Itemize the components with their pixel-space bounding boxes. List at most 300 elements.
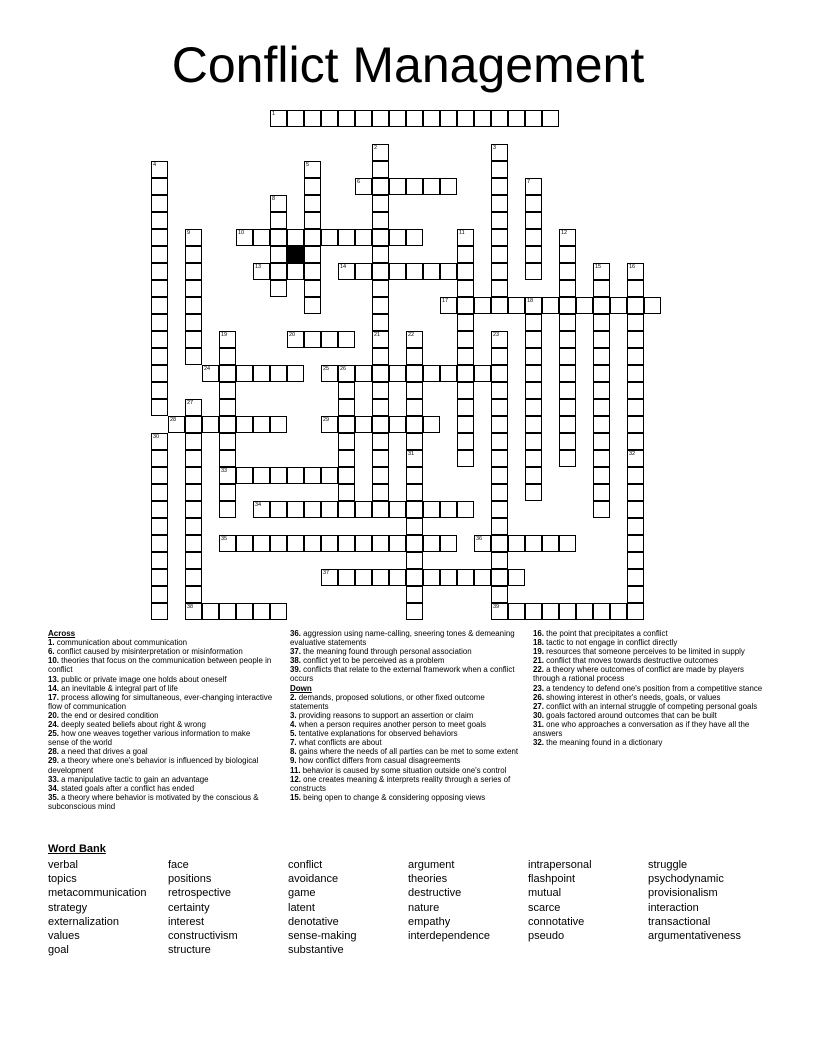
grid-cell[interactable] — [525, 331, 542, 348]
grid-cell[interactable] — [338, 484, 355, 501]
grid-cell[interactable] — [525, 382, 542, 399]
grid-cell[interactable] — [423, 569, 440, 586]
grid-cell[interactable] — [474, 535, 491, 552]
grid-cell[interactable] — [185, 348, 202, 365]
grid-cell[interactable] — [440, 365, 457, 382]
grid-cell[interactable] — [491, 348, 508, 365]
grid-cell[interactable] — [338, 569, 355, 586]
grid-cell[interactable] — [236, 535, 253, 552]
grid-cell[interactable] — [202, 416, 219, 433]
grid-cell[interactable] — [151, 399, 168, 416]
grid-cell[interactable] — [559, 433, 576, 450]
grid-cell[interactable] — [423, 535, 440, 552]
grid-cell[interactable] — [593, 467, 610, 484]
grid-cell[interactable] — [287, 110, 304, 127]
grid-cell[interactable] — [491, 280, 508, 297]
grid-cell[interactable] — [406, 348, 423, 365]
grid-cell[interactable] — [321, 229, 338, 246]
grid-cell[interactable] — [542, 603, 559, 620]
grid-cell[interactable] — [372, 161, 389, 178]
grid-cell[interactable] — [593, 450, 610, 467]
grid-cell[interactable] — [372, 365, 389, 382]
grid-cell[interactable] — [457, 331, 474, 348]
grid-cell[interactable] — [525, 433, 542, 450]
grid-cell[interactable] — [151, 161, 168, 178]
grid-cell[interactable] — [491, 501, 508, 518]
grid-cell[interactable] — [372, 178, 389, 195]
grid-cell[interactable] — [593, 484, 610, 501]
grid-cell[interactable] — [270, 110, 287, 127]
grid-cell[interactable] — [372, 314, 389, 331]
grid-cell[interactable] — [627, 280, 644, 297]
grid-cell[interactable] — [304, 467, 321, 484]
grid-cell[interactable] — [372, 297, 389, 314]
grid-cell[interactable] — [168, 416, 185, 433]
grid-cell[interactable] — [304, 161, 321, 178]
grid-cell[interactable] — [610, 603, 627, 620]
grid-cell[interactable] — [406, 399, 423, 416]
grid-cell[interactable] — [372, 382, 389, 399]
grid-cell[interactable] — [151, 348, 168, 365]
grid-cell[interactable] — [491, 331, 508, 348]
grid-cell[interactable] — [321, 416, 338, 433]
grid-cell[interactable] — [185, 501, 202, 518]
grid-cell[interactable] — [185, 331, 202, 348]
grid-cell[interactable] — [457, 433, 474, 450]
grid-cell[interactable] — [287, 501, 304, 518]
grid-cell[interactable] — [559, 331, 576, 348]
grid-cell[interactable] — [389, 365, 406, 382]
grid-cell[interactable] — [372, 212, 389, 229]
grid-cell[interactable] — [457, 382, 474, 399]
grid-cell[interactable] — [406, 450, 423, 467]
grid-cell[interactable] — [389, 229, 406, 246]
grid-cell[interactable] — [355, 501, 372, 518]
grid-cell[interactable] — [406, 178, 423, 195]
grid-cell[interactable] — [151, 280, 168, 297]
grid-cell[interactable] — [389, 569, 406, 586]
grid-cell[interactable] — [321, 110, 338, 127]
grid-cell[interactable] — [593, 433, 610, 450]
grid-cell[interactable] — [440, 263, 457, 280]
grid-cell[interactable] — [185, 263, 202, 280]
grid-cell[interactable] — [491, 195, 508, 212]
grid-cell[interactable] — [593, 331, 610, 348]
grid-cell[interactable] — [627, 297, 644, 314]
grid-cell[interactable] — [270, 246, 287, 263]
grid-cell[interactable] — [525, 399, 542, 416]
grid-cell[interactable] — [491, 586, 508, 603]
grid-cell[interactable] — [406, 331, 423, 348]
grid-cell[interactable] — [474, 569, 491, 586]
grid-cell[interactable] — [525, 246, 542, 263]
grid-cell[interactable] — [219, 365, 236, 382]
grid-cell[interactable] — [423, 110, 440, 127]
grid-cell[interactable] — [457, 501, 474, 518]
grid-cell[interactable] — [372, 229, 389, 246]
grid-cell[interactable] — [151, 552, 168, 569]
grid-cell[interactable] — [525, 297, 542, 314]
grid-cell[interactable] — [559, 314, 576, 331]
grid-cell[interactable] — [236, 365, 253, 382]
grid-cell[interactable] — [185, 467, 202, 484]
grid-cell[interactable] — [355, 365, 372, 382]
grid-cell[interactable] — [491, 110, 508, 127]
grid-cell[interactable] — [474, 365, 491, 382]
grid-cell[interactable] — [372, 450, 389, 467]
grid-cell[interactable] — [457, 450, 474, 467]
grid-cell[interactable] — [151, 586, 168, 603]
grid-cell[interactable] — [270, 229, 287, 246]
grid-cell[interactable] — [270, 365, 287, 382]
grid-cell[interactable] — [627, 467, 644, 484]
grid-cell[interactable] — [406, 569, 423, 586]
grid-cell[interactable] — [372, 535, 389, 552]
grid-cell[interactable] — [627, 433, 644, 450]
grid-cell[interactable] — [185, 229, 202, 246]
grid-cell[interactable] — [440, 110, 457, 127]
grid-cell[interactable] — [355, 535, 372, 552]
grid-cell[interactable] — [406, 110, 423, 127]
grid-cell[interactable] — [253, 365, 270, 382]
grid-cell[interactable] — [559, 348, 576, 365]
grid-cell[interactable] — [219, 382, 236, 399]
grid-cell[interactable] — [389, 501, 406, 518]
grid-cell[interactable] — [406, 535, 423, 552]
grid-cell[interactable] — [270, 416, 287, 433]
grid-cell[interactable] — [627, 450, 644, 467]
grid-cell[interactable] — [372, 280, 389, 297]
grid-cell[interactable] — [491, 535, 508, 552]
grid-cell[interactable] — [185, 246, 202, 263]
grid-cell[interactable] — [185, 297, 202, 314]
grid-cell[interactable] — [185, 416, 202, 433]
grid-cell[interactable] — [270, 212, 287, 229]
grid-cell[interactable] — [236, 467, 253, 484]
grid-cell[interactable] — [355, 569, 372, 586]
grid-cell[interactable] — [491, 399, 508, 416]
grid-cell[interactable] — [627, 263, 644, 280]
grid-cell[interactable] — [321, 467, 338, 484]
grid-cell[interactable] — [151, 569, 168, 586]
grid-cell[interactable] — [372, 467, 389, 484]
grid-cell[interactable] — [270, 535, 287, 552]
grid-cell[interactable] — [355, 229, 372, 246]
grid-cell[interactable] — [185, 535, 202, 552]
grid-cell[interactable] — [457, 297, 474, 314]
grid-cell[interactable] — [491, 229, 508, 246]
grid-cell[interactable] — [321, 535, 338, 552]
grid-cell[interactable] — [525, 110, 542, 127]
grid-cell[interactable] — [219, 348, 236, 365]
grid-cell[interactable] — [219, 331, 236, 348]
grid-cell[interactable] — [627, 569, 644, 586]
grid-cell[interactable] — [593, 382, 610, 399]
grid-cell[interactable] — [151, 229, 168, 246]
grid-cell[interactable] — [491, 569, 508, 586]
grid-cell[interactable] — [287, 467, 304, 484]
grid-cell[interactable] — [457, 399, 474, 416]
grid-cell[interactable] — [151, 603, 168, 620]
grid-cell[interactable] — [304, 280, 321, 297]
grid-cell[interactable] — [372, 348, 389, 365]
grid-cell[interactable] — [423, 365, 440, 382]
grid-cell[interactable] — [406, 263, 423, 280]
grid-cell[interactable] — [151, 365, 168, 382]
grid-cell[interactable] — [508, 569, 525, 586]
grid-cell[interactable] — [627, 399, 644, 416]
grid-cell[interactable] — [185, 399, 202, 416]
grid-cell[interactable] — [491, 144, 508, 161]
grid-cell[interactable] — [627, 382, 644, 399]
grid-cell[interactable] — [287, 229, 304, 246]
grid-cell[interactable] — [270, 467, 287, 484]
grid-cell[interactable] — [406, 416, 423, 433]
grid-cell[interactable] — [525, 314, 542, 331]
grid-cell[interactable] — [151, 314, 168, 331]
grid-cell[interactable] — [627, 586, 644, 603]
grid-cell[interactable] — [406, 229, 423, 246]
grid-cell[interactable] — [525, 365, 542, 382]
grid-cell[interactable] — [593, 263, 610, 280]
grid-cell[interactable] — [406, 382, 423, 399]
grid-cell[interactable] — [525, 229, 542, 246]
grid-cell[interactable] — [372, 569, 389, 586]
grid-cell[interactable] — [253, 603, 270, 620]
grid-cell[interactable] — [389, 263, 406, 280]
grid-cell[interactable] — [287, 331, 304, 348]
grid-cell[interactable] — [423, 416, 440, 433]
grid-cell[interactable] — [457, 569, 474, 586]
grid-cell[interactable] — [151, 212, 168, 229]
grid-cell[interactable] — [491, 382, 508, 399]
grid-cell[interactable] — [304, 195, 321, 212]
grid-cell[interactable] — [559, 535, 576, 552]
grid-cell[interactable] — [338, 331, 355, 348]
grid-cell[interactable] — [593, 314, 610, 331]
grid-cell[interactable] — [542, 535, 559, 552]
grid-cell[interactable] — [525, 195, 542, 212]
grid-cell[interactable] — [338, 263, 355, 280]
grid-cell[interactable] — [304, 535, 321, 552]
grid-cell[interactable] — [593, 603, 610, 620]
grid-cell[interactable] — [406, 501, 423, 518]
grid-cell[interactable] — [576, 603, 593, 620]
grid-cell[interactable] — [219, 416, 236, 433]
grid-cell[interactable] — [270, 263, 287, 280]
grid-cell[interactable] — [185, 603, 202, 620]
grid-cell[interactable] — [457, 416, 474, 433]
grid-cell[interactable] — [321, 331, 338, 348]
grid-cell[interactable] — [491, 297, 508, 314]
grid-cell[interactable] — [355, 110, 372, 127]
grid-cell[interactable] — [253, 535, 270, 552]
grid-cell[interactable] — [321, 501, 338, 518]
grid-cell[interactable] — [644, 297, 661, 314]
grid-cell[interactable] — [491, 416, 508, 433]
grid-cell[interactable] — [219, 399, 236, 416]
grid-cell[interactable] — [304, 229, 321, 246]
grid-cell[interactable] — [406, 586, 423, 603]
grid-cell[interactable] — [440, 569, 457, 586]
grid-cell[interactable] — [491, 263, 508, 280]
grid-cell[interactable] — [304, 110, 321, 127]
grid-cell[interactable] — [576, 297, 593, 314]
grid-cell[interactable] — [185, 450, 202, 467]
grid-cell[interactable] — [525, 535, 542, 552]
grid-cell[interactable] — [593, 297, 610, 314]
grid-cell[interactable] — [185, 314, 202, 331]
grid-cell[interactable] — [185, 280, 202, 297]
grid-cell[interactable] — [440, 297, 457, 314]
grid-cell[interactable] — [202, 365, 219, 382]
grid-cell[interactable] — [219, 450, 236, 467]
grid-cell[interactable] — [151, 535, 168, 552]
grid-cell[interactable] — [406, 365, 423, 382]
grid-cell[interactable] — [491, 246, 508, 263]
grid-cell[interactable] — [389, 178, 406, 195]
grid-cell[interactable] — [627, 518, 644, 535]
grid-cell[interactable] — [508, 603, 525, 620]
grid-cell[interactable] — [423, 501, 440, 518]
grid-cell[interactable] — [372, 416, 389, 433]
grid-cell[interactable] — [270, 603, 287, 620]
grid-cell[interactable] — [525, 178, 542, 195]
grid-cell[interactable] — [525, 450, 542, 467]
grid-cell[interactable] — [406, 467, 423, 484]
grid-cell[interactable] — [372, 144, 389, 161]
grid-cell[interactable] — [355, 178, 372, 195]
grid-cell[interactable] — [355, 416, 372, 433]
grid-cell[interactable] — [474, 110, 491, 127]
grid-cell[interactable] — [219, 501, 236, 518]
grid-cell[interactable] — [406, 603, 423, 620]
grid-cell[interactable] — [457, 280, 474, 297]
grid-cell[interactable] — [219, 433, 236, 450]
grid-cell[interactable] — [559, 450, 576, 467]
grid-cell[interactable] — [559, 416, 576, 433]
grid-cell[interactable] — [185, 433, 202, 450]
grid-cell[interactable] — [491, 212, 508, 229]
grid-cell[interactable] — [372, 110, 389, 127]
grid-cell[interactable] — [508, 535, 525, 552]
grid-cell[interactable] — [525, 212, 542, 229]
grid-cell[interactable] — [406, 552, 423, 569]
grid-cell[interactable] — [593, 501, 610, 518]
grid-cell[interactable] — [151, 178, 168, 195]
grid-cell[interactable] — [236, 416, 253, 433]
grid-cell[interactable] — [491, 433, 508, 450]
grid-cell[interactable] — [440, 535, 457, 552]
grid-cell[interactable] — [593, 280, 610, 297]
grid-cell[interactable] — [236, 603, 253, 620]
grid-cell[interactable] — [525, 603, 542, 620]
grid-cell[interactable] — [525, 484, 542, 501]
grid-cell[interactable] — [559, 399, 576, 416]
grid-cell[interactable] — [287, 263, 304, 280]
grid-cell[interactable] — [219, 603, 236, 620]
grid-cell[interactable] — [304, 501, 321, 518]
grid-cell[interactable] — [372, 501, 389, 518]
grid-cell[interactable] — [304, 263, 321, 280]
grid-cell[interactable] — [185, 586, 202, 603]
grid-cell[interactable] — [508, 110, 525, 127]
grid-cell[interactable] — [151, 467, 168, 484]
grid-cell[interactable] — [559, 603, 576, 620]
grid-cell[interactable] — [253, 501, 270, 518]
grid-cell[interactable] — [457, 246, 474, 263]
grid-cell[interactable] — [253, 229, 270, 246]
grid-cell[interactable] — [542, 297, 559, 314]
grid-cell[interactable] — [338, 110, 355, 127]
grid-cell[interactable] — [151, 484, 168, 501]
grid-cell[interactable] — [559, 280, 576, 297]
grid-cell[interactable] — [151, 297, 168, 314]
grid-cell[interactable] — [491, 518, 508, 535]
grid-cell[interactable] — [389, 416, 406, 433]
grid-cell[interactable] — [593, 399, 610, 416]
grid-cell[interactable] — [151, 331, 168, 348]
grid-cell[interactable] — [338, 416, 355, 433]
grid-cell[interactable] — [525, 263, 542, 280]
grid-cell[interactable] — [304, 297, 321, 314]
grid-cell[interactable] — [457, 314, 474, 331]
grid-cell[interactable] — [389, 535, 406, 552]
grid-cell[interactable] — [338, 382, 355, 399]
grid-cell[interactable] — [627, 484, 644, 501]
grid-cell[interactable] — [457, 365, 474, 382]
grid-cell[interactable] — [372, 399, 389, 416]
grid-cell[interactable] — [491, 484, 508, 501]
grid-cell[interactable] — [525, 467, 542, 484]
grid-cell[interactable] — [406, 433, 423, 450]
grid-cell[interactable] — [627, 365, 644, 382]
grid-cell[interactable] — [423, 263, 440, 280]
grid-cell[interactable] — [151, 450, 168, 467]
grid-cell[interactable] — [423, 178, 440, 195]
grid-cell[interactable] — [559, 229, 576, 246]
grid-cell[interactable] — [627, 603, 644, 620]
grid-cell[interactable] — [627, 348, 644, 365]
grid-cell[interactable] — [270, 195, 287, 212]
grid-cell[interactable] — [457, 348, 474, 365]
grid-cell[interactable] — [627, 501, 644, 518]
grid-cell[interactable] — [151, 433, 168, 450]
grid-cell[interactable] — [508, 297, 525, 314]
grid-cell[interactable] — [457, 229, 474, 246]
grid-cell[interactable] — [185, 569, 202, 586]
grid-cell[interactable] — [219, 535, 236, 552]
grid-cell[interactable] — [593, 416, 610, 433]
grid-cell[interactable] — [253, 263, 270, 280]
grid-cell[interactable] — [253, 416, 270, 433]
grid-cell[interactable] — [372, 195, 389, 212]
grid-cell[interactable] — [559, 263, 576, 280]
grid-cell[interactable] — [491, 467, 508, 484]
grid-cell[interactable] — [457, 263, 474, 280]
grid-cell[interactable] — [559, 246, 576, 263]
grid-cell[interactable] — [304, 246, 321, 263]
grid-cell[interactable] — [185, 552, 202, 569]
grid-cell[interactable] — [491, 603, 508, 620]
grid-cell[interactable] — [593, 348, 610, 365]
grid-cell[interactable] — [627, 416, 644, 433]
grid-cell[interactable] — [372, 331, 389, 348]
grid-cell[interactable] — [542, 110, 559, 127]
grid-cell[interactable] — [559, 365, 576, 382]
grid-cell[interactable] — [355, 263, 372, 280]
grid-cell[interactable] — [151, 518, 168, 535]
